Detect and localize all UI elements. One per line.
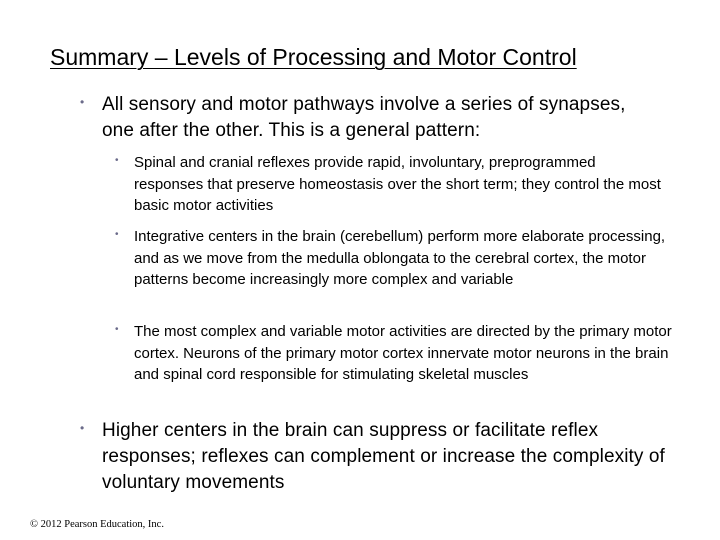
copyright-footer: © 2012 Pearson Education, Inc. [30,519,164,530]
sub-bullet-text: Spinal and cranial reflexes provide rapid, involuntary, preprogrammed responses that preserve homeostasis over the short term; they control the most basic motor activities [134,154,661,214]
sub-bullet-text: Integrative centers in the brain (cerebellum) perform more elaborate processing, and as we move from the medulla oblongata to the cerebral cortex, the motor patterns become increasingly more complex and variable [134,228,666,288]
sub-bullet-dot: • [115,155,119,166]
sub-bullet-dot: • [115,324,119,335]
slide-title: Summary – Levels of Processing and Motor Control [50,44,577,70]
sub-bullet-dot: • [115,229,119,240]
sub-bullet-text: The most complex and variable motor activities are directed by the primary motor cortex. Neurons of the primary motor cortex innervate motor neurons in the brain and spinal cord responsible for stimulating skeletal muscles [134,323,672,383]
bullet-dot: • [80,95,85,109]
bullet-text: All sensory and motor pathways involve a series of synapses, one after the other. This is a general pattern: [102,94,626,141]
bullet-dot: • [80,421,85,435]
bullet-text: Higher centers in the brain can suppress or facilitate reflex responses; reflexes can complement or increase the complexity of voluntary movements [102,420,665,493]
